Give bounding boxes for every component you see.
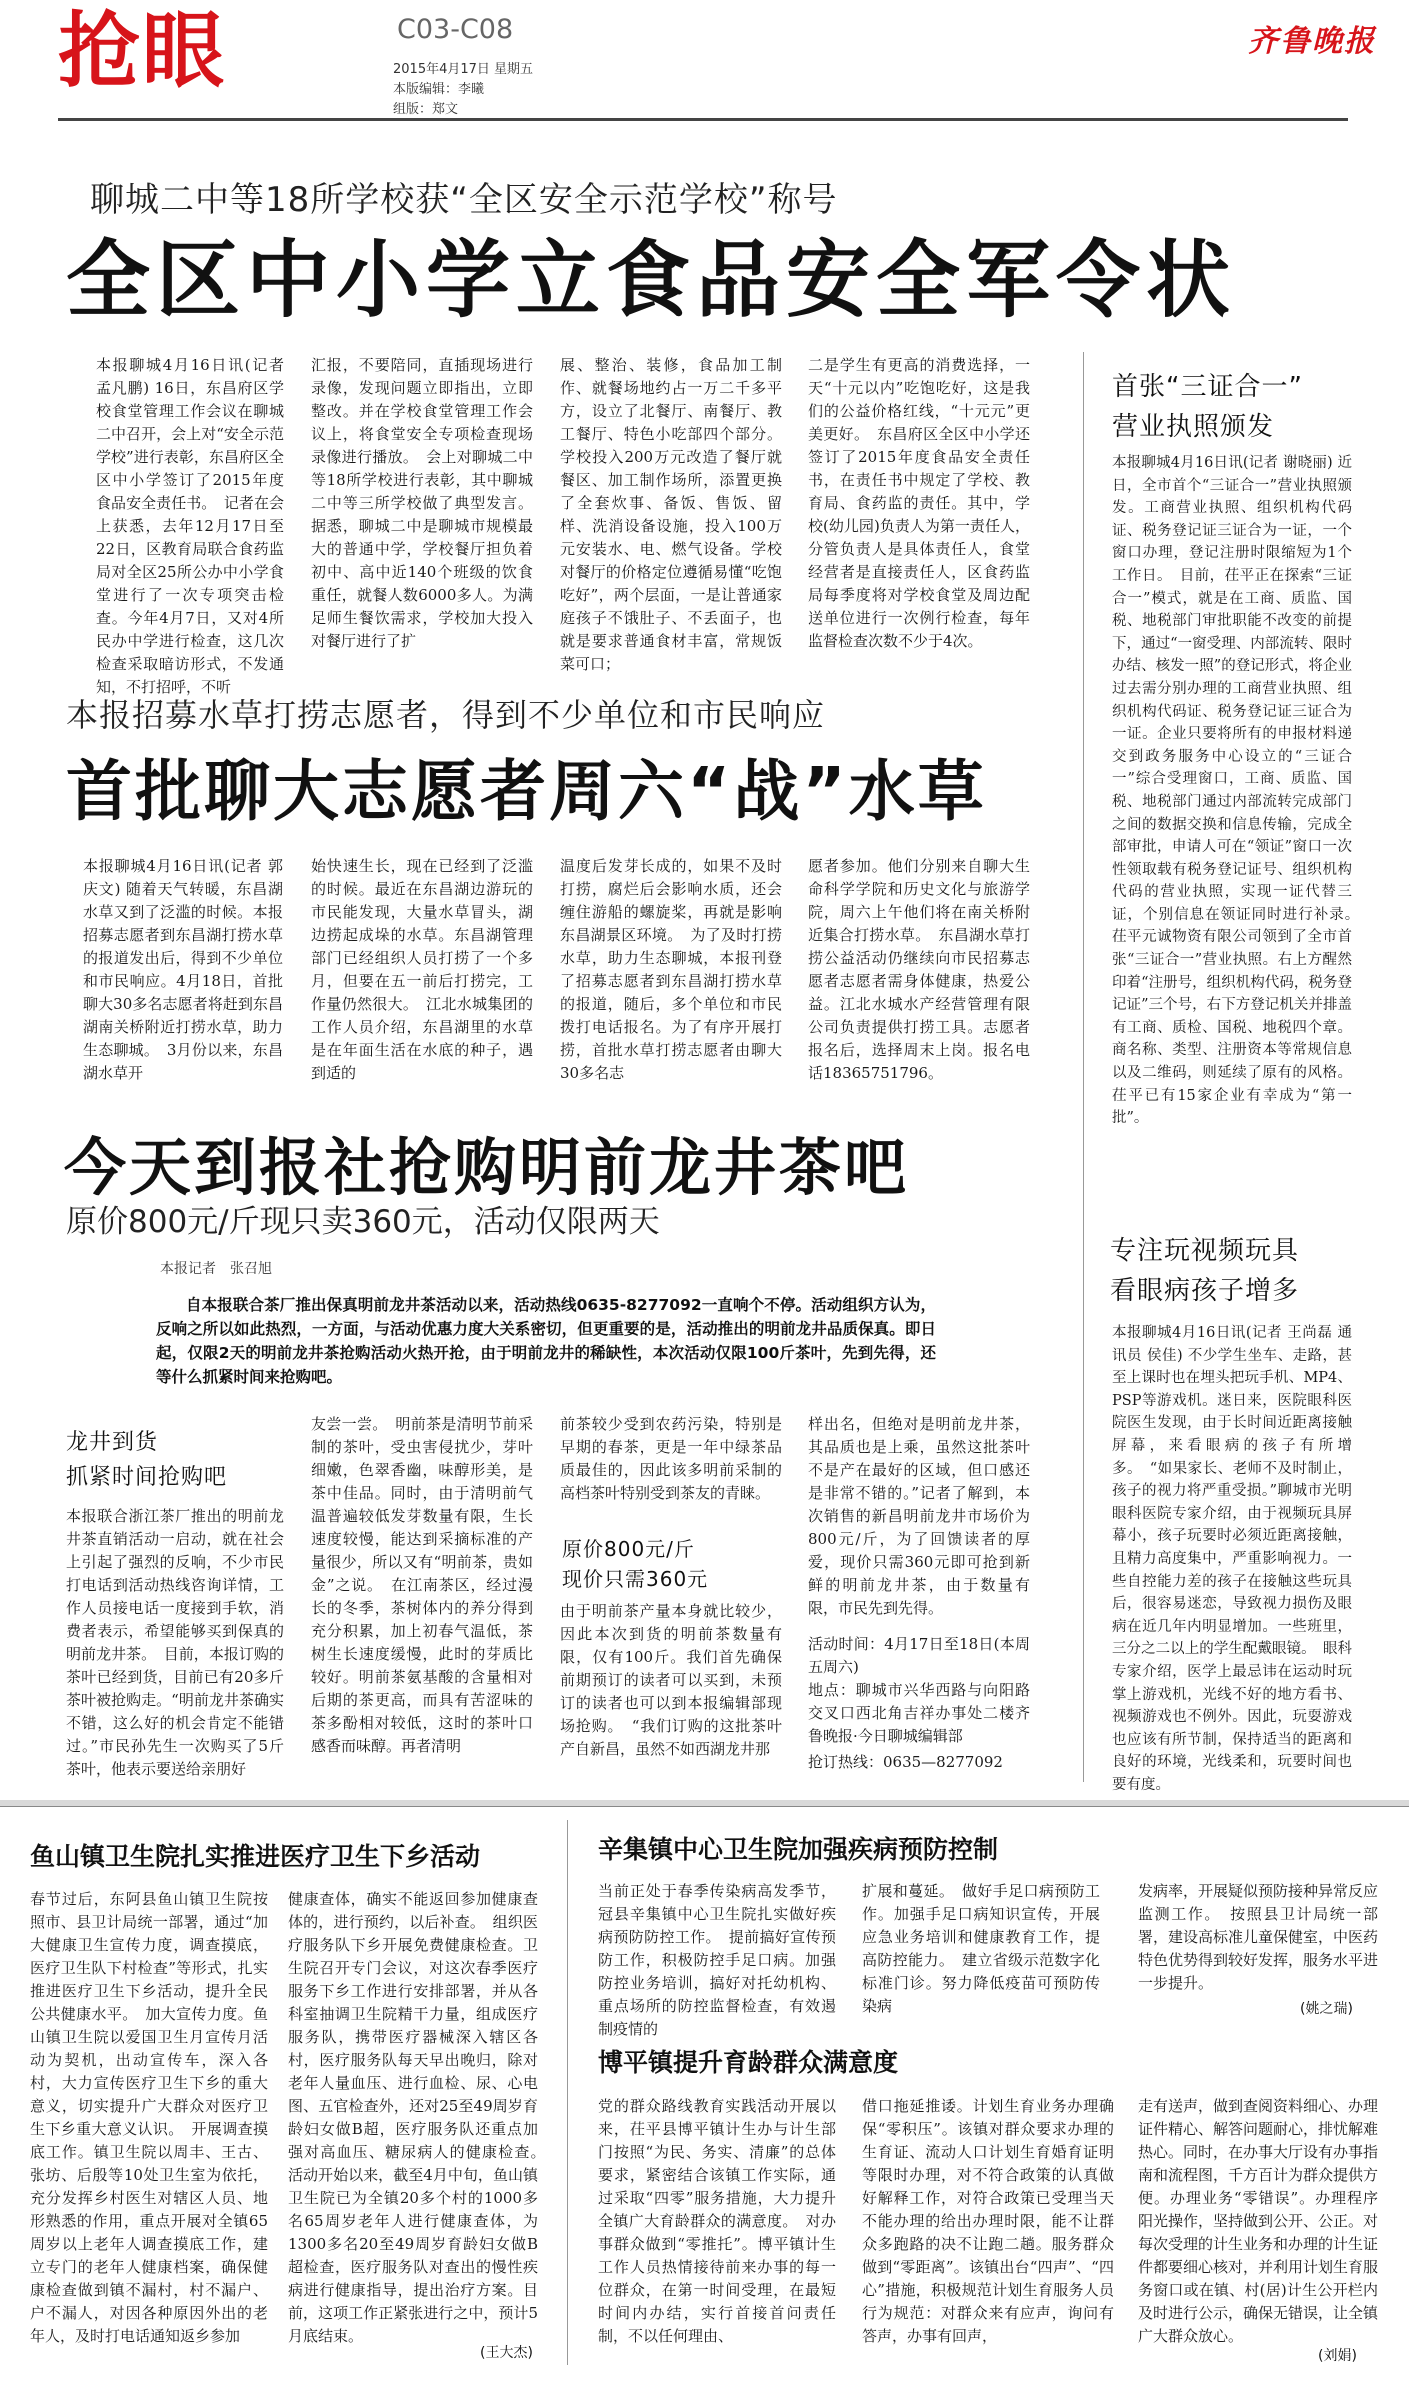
story1-col1: 本报聊城4月16日讯(记者 孟凡鹏) 16日，东昌府区学校食堂管理工作会议在聊城二中召开，会上对“安全示范学校”进行表彰，东昌府区全区中小学签订了2015年度食品安全责任书。 记者在会上获悉，去年12月17日至22日，区教育局联合食药监局对全区25所公办中小学食堂进行了一次专项突击检查。今年4月7日，又对4所民办中学进行检查，这几次检查采取暗访形式，不发通知，不打招呼，不听 [96,356,284,696]
bottom1-col2: 健康查体，确实不能返回参加健康查体的，进行预约，以后补查。 组织医疗服务队下乡开展免费健康检查。卫生院召开专门会议，对这次春季医疗服务下乡工作进行安排部署，并从各科室抽调卫生院精干力量，组成医疗服务队，携带医疗器械深入辖区各村，医疗服务队每天早出晚归，除对老年人量血压、进行血检、尿、心电图、五官检查外，还对25至49周岁育龄妇女做B超，医疗服务队还重点加强对高血压、糖尿病人的健康检查。 活动开始以来，截至4月中旬，鱼山镇卫生院已为全镇20多个村的1000多名65周岁老年人进行健康查体，为1300多名20至49周岁育龄妇女做B超检查，医疗服务队对查出的慢性疾病进行健康指导，提出治疗方案。目前，这项工作正紧张进行之中，预计5月底结束。 [288,1890,554,2345]
page-range: C03-C08 [397,14,514,45]
section-title: 抢眼 [58,4,227,99]
story3-price-line2: 现价只需360元 [562,1567,709,1591]
story1-kicker: 聊城二中等18所学校获“全区安全示范学校”称号 [90,180,838,220]
sidebar2-headline-line2: 看眼病孩子增多 [1110,1276,1300,1306]
bottom3-col1: 党的群众路线教育实践活动开展以来，茌平县博平镇计生办与计生部门按照“为民、务实、清廉”的总体要求，紧密结合该镇工作实际，通过采取“四零”服务措施，大力提升全镇广大育龄群众的满意度。 对办事群众做到“零推托”。博平镇计生工作人员热情接待前来办事的每一位群众，在第一时间受理，在最短时间内办结，实行首接首问责任制，不以任何理由、 [598,2097,836,2345]
story2-col3: 温度后发芽长成的，如果不及时打捞，腐烂后会影响水质，还会缠住游船的螺旋桨，再就是影响东昌湖景区环境。 为了及时打捞水草，助力生态聊城，本报刊登了招募志愿者到东昌湖打捞水草的报道，随后，多个单位和市民拨打电话报名。为了有序开展打捞，首批水草打捞志愿者由聊大30多名志 [560,857,782,1082]
bottom2-headline: 辛集镇中心卫生院加强疾病预防控制 [598,1835,999,1864]
story1-col3: 展、整治、装修，食品加工制作、就餐场地约占一万二千多平方，设立了北餐厅、南餐厅、教工餐厅、特色小吃部四个部分。学校投入200万元改造了餐厅就餐区、加工制作场所，添置更换了全套炊事、备饭、售饭、留样、洗消设备设施，投入100万元安装水、电、燃气设备。学校对餐厅的价格定位遵循易懂“吃饱吃好”，两个层面，一是让普通家庭孩子不饿肚子、不丢面子，也就是要求普通食材丰富，常规饭菜可口； [560,356,782,673]
story3-headline: 今天到报社抢购明前龙井茶吧 [64,1131,910,1204]
sidebar1-headline-line2: 营业执照颁发 [1112,412,1275,442]
story2-col4: 愿者参加。他们分别来自聊大生命科学学院和历史文化与旅游学院，周六上午他们将在南关桥附近集合打捞水草。 东昌湖水草打捞公益活动仍继续向市民招募志愿者志愿者需身体健康，热爱公益。江北水城水产经营管理有限公司负责提供打捞工具。志愿者报名后，选择周末上岗。报名电话18365751796。 [808,857,1030,1082]
story3-hotline: 抢订热线：0635—8277092 [808,1753,1003,1771]
bottom2-col2: 扩展和蔓延。 做好手足口病预防工作。加强手足口病知识宣传，开展应急业务培训和健康教育工作，提高防控能力。 建立省级示范数字化标准门诊。努力降低疫苗可预防传染病 [862,1882,1100,2015]
story3-col2: 友尝一尝。 明前茶是清明节前采制的茶叶，受虫害侵扰少，芽叶细嫩，色翠香幽，味醇形美，是茶中佳品。同时，由于清明前气温普遍较低发芽数量有限，生长速度较慢，能达到采摘标准的产量很少，所以又有“明前茶，贵如金”之说。 在江南茶区，经过漫长的冬季，茶树体内的养分得到充分积累，加上初春气温低，茶树生长速度缓慢，此时的芽质比较好。明前茶氨基酸的含量相对后期的茶更高，而具有苦涩味的茶多酚相对较低，这时的茶叶口感香而味醇。再者清明 [311,1415,533,1755]
paper-logo: 齐鲁晚报 [1248,24,1376,59]
sidebar1-body: 本报聊城4月16日讯(记者 谢晓丽) 近日，全市首个“三证合一”营业执照颁发。工商营业执照、组织机构代码证、税务登记证三证合为一证，一个窗口办理，登记注册时限缩短为1个工作日。 目前，茌平正在探索“三证合一”模式，就是在工商、质监、国税、地税部门审批职能不改变的前提下，通过“一窗受理、内部流转、限时办结、核发一照”的登记形式，将企业过去需分别办理的工商营业执照、组织机构代码证、税务登记证三证合为一证。企业只要将所有的申报材料递交到政务服务中心设立的“三证合一”综合受理窗口，工商、质监、国税、地税部门通过内部流转完成部门之间的数据交换和信息传输，完成全部审批，申请人可在“领证”窗口一次性领取载有税务登记证号、组织机构代码的营业执照，实现一证代替三证，个别信息在领证同时进行补录。 茌平元诚物资有限公司领到了全市首张“三证合一”营业执照。右上方醒然印着“注册号，组织机构代码，税务登记证”三个号，右下方登记机关并排盖有工商、质检、国税、地税四个章。商名称、类型、注册资本等常规信息以及二维码，则延续了原有的风格。茌平已有15家企业有幸成为“第一批”。 [1112,455,1367,1127]
story3-side-head2: 抓紧时间抢购吧 [66,1465,228,1490]
story3-byline: 本报记者 张召旭 [160,1261,272,1277]
bottom-divider-line [0,1806,1409,1807]
story1-col4: 二是学生有更高的消费选择，一天“十元以内”吃饱吃好，这是我们的公益价格红线，“十元元”更美更好。 东昌府区全区中小学还签订了2015年度食品安全责任书，在责任书中规定了学校、教育局、食药监的责任。其中，学校(幼儿园)负责人为第一责任人，分管负责人是具体责任人，食堂经营者是直接责任人，区食药监局每季度将对学校食堂及周边配送单位进行一次例行检查，每年监督检查次数不少于4次。 [808,356,1030,650]
sidebar-divider [1083,352,1084,1782]
story3-side-head1: 龙井到货 [66,1430,159,1455]
story3-col1: 本报联合浙江茶厂推出的明前龙井茶直销活动一启动，就在社会上引起了强烈的反响，不少市民打电话到活动热线咨询详情，工作人员接电话一度接到手软，消费者表示，希望能够买到保真的明前龙井茶。 目前，本报订购的茶叶已经到货，目前已有20多斤茶叶被抢购走。“明前龙井茶确实不错，这么好的机会肯定不能错过。”市民孙先生一次购买了5斤茶叶，他表示要送给亲朋好 [66,1507,284,1778]
story3-lead: 自本报联合茶厂推出保真明前龙井茶活动以来，活动热线0635-8277092一直响个不停。活动组织方认为，反响之所以如此热烈，一方面，与活动优惠力度大关系密切，但更重要的是，活动推出的明前龙井品质保真。即日起，仅限2天的明前龙井茶抢购活动火热开抢，由于明前龙井的稀缺性，本次活动仅限100斤茶叶，先到先得，还等什么抓紧时间来抢购吧。 [156,1296,936,1386]
bottom3-author: (刘娟) [1318,2348,1357,2364]
bottom2-col1: 当前正处于春季传染病高发季节，冠县辛集镇中心卫生院扎实做好疾病预防防控工作。 提前搞好宣传预防工作，积极防控手足口病。加强防控业务培训，搞好对托幼机构、重点场所的防控监督检查，有效遏制疫情的 [598,1882,836,2038]
story3-activity-time: 活动时间：4月17日至18日(本周五周六) [808,1635,1030,1676]
story3-price-line1: 原价800元/斤 [562,1537,695,1561]
story3-col3b: 由于明前茶产量本身就比较少，因此本次到货的明前茶数量有限，仅有100斤。我们首先确保前期预订的读者可以买到，未预订的读者也可以到本报编辑部现场抢购。 “我们订购的这批茶叶产自新昌，虽然不如西湖龙井那 [560,1602,782,1758]
sidebar2-headline-line1: 专注玩视频玩具 [1110,1236,1300,1266]
sidebar1-headline-line1: 首张“三证合一” [1112,372,1303,402]
masthead-divider [58,118,1348,121]
story3-col3a: 前茶较少受到农药污染，特别是早期的春茶，更是一年中绿茶品质最佳的，因此该多明前采制的高档茶叶特别受到茶友的青睐。 [560,1415,782,1502]
bottom1-headline: 鱼山镇卫生院扎实推进医疗卫生下乡活动 [30,1842,481,1871]
masthead [0,0,1409,117]
bottom3-col2: 借口拖延推诿。计划生育业务办理确保“零积压”。该镇对群众要求办理的生育证、流动人口计划生育婚育证明等限时办理，对不符合政策的认真做好解释工作，对符合政策已受理当天不能办理的给出办理时限，能不让群众多跑路的决不让跑二趟。服务群众做到“零距离”。该镇出台“四声”、“四心”措施，积极规范计划生育服务人员行为规范：对群众来有应声，询问有答声，办事有回声， [862,2097,1114,2345]
layout-credit: 组版：郑文 [393,102,459,117]
bottom3-col3: 走有送声，做到查阅资料细心、办理证件精心、解答问题耐心，排忧解难热心。同时，在办事大厅设有办事指南和流程图，千方百计为群众提供方便。办理业务“零错误”。办理程序阳光操作，坚持做到公开、公正。对每次受理的计生业务和办理的计生证件都要细心核对，并利用计划生育服务窗口或在镇、村(居)计生公开栏内及时进行公示，确保无错误，让全镇广大群众放心。 [1138,2097,1379,2345]
issue-date: 2015年4月17日 星期五 [393,62,534,77]
bottom1-author: (王大杰) [480,2345,533,2361]
story3-col4a: 样出名，但绝对是明前龙井茶，其品质也是上乘，虽然这批茶叶不是产在最好的区域，但口感还是非常不错的。”记者了解到，本次销售的新昌明前龙井市场价为800元/斤，为了回馈读者的厚爱，现价只需360元即可抢到新鲜的明前龙井茶，由于数量有限，市民先到先得。 [808,1415,1030,1617]
story2-headline: 首批聊大志愿者周六“战”水草 [66,753,987,830]
bottom2-col3: 发病率，开展疑似预防接种异常反应监测工作。 按照县卫计局统一部署，建设高标准儿童保健室，中医药特色优势得到较好发挥，服务水平进一步提升。 [1138,1882,1379,1992]
story3-subhead: 原价800元/斤现只卖360元，活动仅限两天 [66,1204,660,1240]
bottom2-author: (姚之瑞) [1300,2001,1353,2017]
story1-headline: 全区中小学立食品安全军令状 [66,231,1237,329]
bottom-vertical-divider [567,1820,568,2365]
story3-location: 地点：聊城市兴华西路与向阳路交叉口西北角吉祥办事处二楼齐鲁晚报·今日聊城编辑部 [808,1681,1030,1745]
editor-credit: 本版编辑：李曦 [393,82,485,97]
bottom1-col1: 春节过后，东阿县鱼山镇卫生院按照市、县卫计局统一部署，通过“加大健康卫生宣传力度，调查摸底，医疗卫生队下村检查”等形式，扎实推进医疗卫生下乡活动，提升全民公共健康水平。 加大宣传力度。鱼山镇卫生院以爱国卫生月宣传月活动为契机，出动宣传车，深入各村，大力宣传医疗卫生下乡的重大意义，切实提升广大群众对医疗卫生下乡重大意义认识。 开展调查摸底工作。镇卫生院以周丰、王古、张坊、后殷等10处卫生室为依托，充分发挥乡村医生对辖区人员、地形熟悉的作用，重点开展对全镇65周岁以上老年人调查摸底工作，建立专门的老年人健康档案，确保健康检查做到镇不漏村，村不漏户、户不漏人，对因各种原因外出的老年人，及时打电话通知返乡参加 [30,1890,268,2345]
bottom3-headline: 博平镇提升育龄群众满意度 [598,2048,899,2077]
sidebar2-body: 本报聊城4月16日讯(记者 王尚磊 通讯员 侯佳) 不少学生坐车、走路，甚至上课时也在埋头把玩手机、MP4、PSP等游戏机。迷日来，医院眼科医院医生发现，由于长时间近距离接触屏幕，来看眼病的孩子有所增多。 “如果家长、老师不及时制止，孩子的视力将严重受损。”聊城市光明眼科医院专家介绍，由于视频玩具屏幕小，孩子玩要时必须近距离接触，且精力高度集中，严重影响视力。一些自控能力差的孩子在接触这些玩具后，很容易迷恋，导致视力损伤及眼病在近几年内明显增加。一些班里，三分之二以上的学生配戴眼镜。 眼科专家介绍，医学上最忌讳在运动时玩掌上游戏机，光线不好的地方看书、视频游戏也不例外。因此，玩耍游戏也应该有所节制，保持适当的距离和良好的环境，光线柔和，玩要时间也要有度。 [1112,1325,1352,1793]
story2-col2: 始快速生长，现在已经到了泛滥的时候。最近在东昌湖边游玩的市民能发现，大量水草冒头，湖边捞起成垛的水草。东昌湖管理部门已经组织人员打捞了一个多月，但要在五一前后打捞完，工作量仍然很大。 江北水城集团的工作人员介绍，东昌湖里的水草是在年面生活在水底的种子，遇到适的 [311,857,533,1082]
story1-col2: 汇报，不要陪同，直插现场进行录像，发现问题立即指出，立即整改。并在学校食堂管理工作会议上，将食堂安全专项检查现场录像进行播放。 会上对聊城二中等18所学校进行表彰，其中聊城二中等三所学校做了典型发言。据悉，聊城二中是聊城市规模最大的普通中学，学校餐厅担负着初中、高中近140个班级的饮食重任，就餐人数6000多人。为满足师生餐饮需求，学校加大投入对餐厅进行了扩 [311,356,533,650]
story2-col1: 本报聊城4月16日讯(记者 郭庆文) 随着天气转暖，东昌湖水草又到了泛滥的时候。本报招募志愿者到东昌湖打捞水草的报道发出后，得到不少单位和市民响应。4月18日，首批聊大30多名志愿者将赶到东昌湖南关桥附近打捞水草，助力生态聊城。 3月份以来，东昌湖水草开 [83,857,283,1082]
story2-kicker: 本报招募水草打捞志愿者，得到不少单位和市民响应 [66,696,826,734]
